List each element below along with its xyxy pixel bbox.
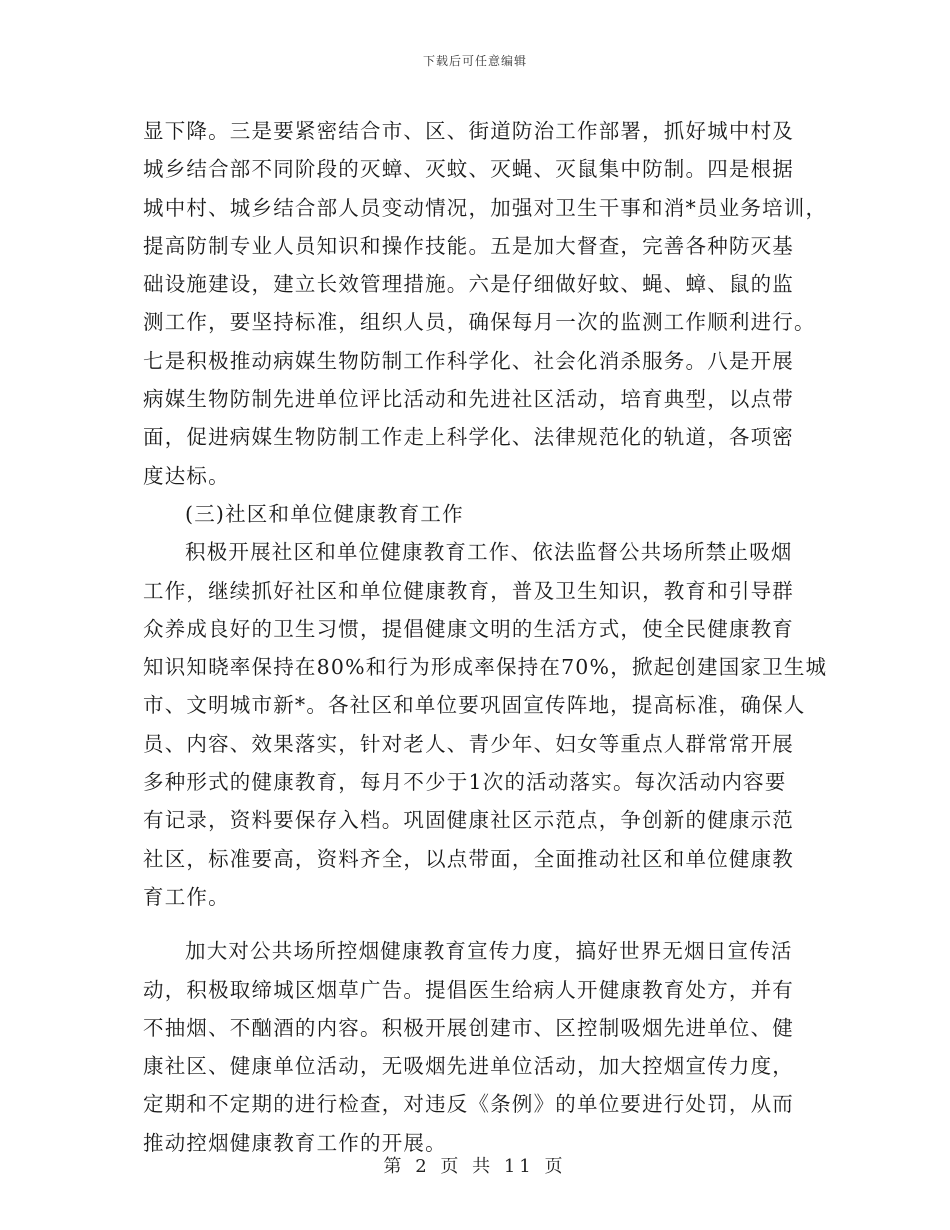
text-line: 有记录，资料要保存入档。巩固健康社区示范点，争创新的健康示范 — [143, 808, 794, 833]
text-line: 城中村、城乡结合部人员变动情况，加强对卫生干事和消*员业务培训， — [143, 195, 828, 220]
text-line: 础设施建设，建立长效管理措施。六是仔细做好蚊、蝇、蟑、鼠的监 — [143, 272, 794, 297]
paragraph-1 — [143, 112, 828, 495]
text-line: 积极开展社区和单位健康教育工作、依法监督公共场所禁止吸烟 — [185, 540, 793, 565]
text-line: 提高防制专业人员知识和操作技能。五是加大督查，完善各种防灭基 — [143, 233, 794, 258]
text-line: 知识知晓率保持在80%和行为形成率保持在70%，掀起创建国家卫生城 — [143, 655, 828, 680]
text-line: 显下降。三是要紧密结合市、区、街道防治工作部署，抓好城中村及 — [143, 119, 794, 143]
text-line: 城乡结合部不同阶段的灭蟑、灭蚊、灭蝇、灭鼠集中防制。四是根据 — [143, 157, 794, 182]
text-line: 多种形式的健康教育，每月不少于1次的活动落实。每次活动内容要 — [143, 770, 787, 795]
text-line: 工作，继续抓好社区和单位健康教育，普及卫生知识，教育和引导群 — [143, 578, 794, 603]
text-line: 康社区、健康单位活动，无吸烟先进单位活动，加大控烟宣传力度， — [143, 1054, 794, 1079]
text-line: 社区，标准要高，资料齐全，以点带面，全面推动社区和单位健康教 — [143, 846, 794, 871]
text-line: 众养成良好的卫生习惯，提倡健康文明的生活方式，使全民健康教育 — [143, 616, 794, 641]
page-number-footer: 第 2 页 共 11 页 — [383, 1156, 567, 1177]
section-heading: (三)社区和单位健康教育工作 — [185, 501, 464, 526]
text-line: 推动控烟健康教育工作的开展。 — [143, 1130, 447, 1155]
text-line: 加大对公共场所控烟健康教育宣传力度，搞好世界无烟日宣传活 — [185, 939, 793, 964]
paragraph-spacer — [143, 916, 818, 932]
document-body — [143, 112, 828, 1162]
text-line: 病媒生物防制先进单位评比活动和先进社区活动，培育典型，以点带 — [143, 387, 794, 412]
paragraph-2 — [143, 533, 828, 916]
text-line: 测工作，要坚持标准，组织人员，确保每月一次的监测工作顺利进行。 — [143, 310, 816, 335]
text-line: 育工作。 — [143, 884, 230, 909]
paragraph-3 — [143, 932, 818, 1162]
page-header: 下载后可任意编辑 — [422, 54, 527, 68]
text-line: 面，促进病媒生物防制工作走上科学化、法律规范化的轨道，各项密 — [143, 425, 794, 450]
text-line: 动，积极取缔城区烟草广告。提倡医生给病人开健康教育处方，并有 — [143, 977, 794, 1002]
text-line: 定期和不定期的进行检查，对违反《条例》的单位要进行处罚，从而 — [143, 1092, 794, 1117]
text-line: 度达标。 — [143, 463, 230, 488]
text-line: 市、文明城市新*。各社区和单位要巩固宣传阵地，提高标准，确保人 — [143, 693, 806, 718]
text-line: 不抽烟、不酗酒的内容。积极开展创建市、区控制吸烟先进单位、健 — [143, 1015, 794, 1040]
text-line: 员、内容、效果落实，针对老人、青少年、妇女等重点人群常常开展 — [143, 731, 794, 756]
text-line: 七是积极推动病媒生物防制工作科学化、社会化消杀服务。八是开展 — [143, 348, 794, 373]
